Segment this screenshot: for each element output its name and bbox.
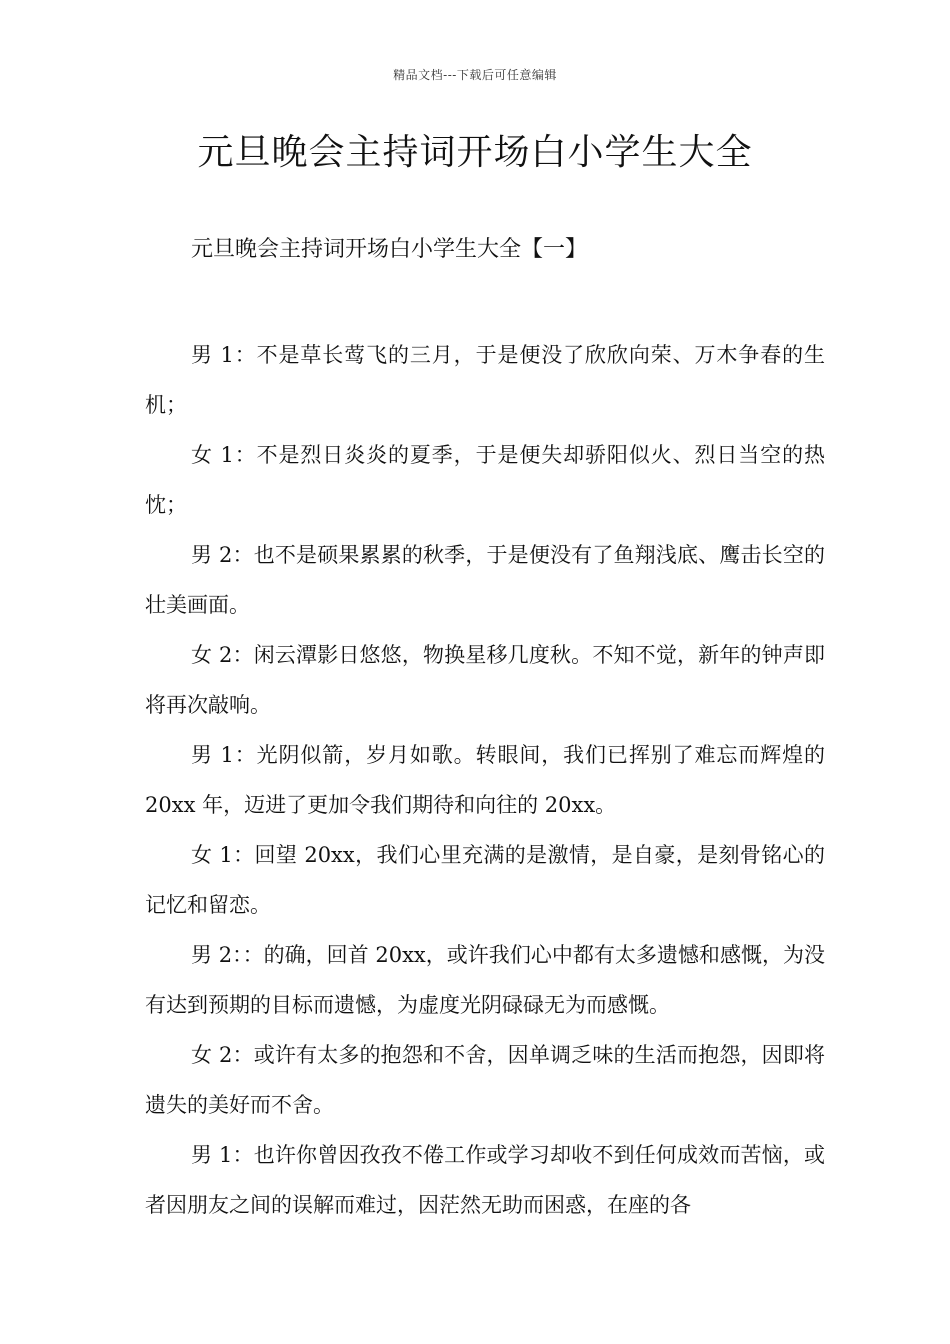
paragraph: 男 2：：的确，回首 20xx，或许我们心中都有太多遗憾和感慨，为没有达到预期的目标而遗憾，为虚度光阴碌碌无为而感慨。 bbox=[145, 943, 825, 1017]
document-body bbox=[145, 330, 825, 1230]
document-title: 元旦晚会主持词开场白小学生大全 bbox=[197, 132, 753, 173]
paragraph: 男 2：也不是硕果累累的秋季，于是便没有了鱼翔浅底、鹰击长空的壮美画面。 bbox=[145, 543, 825, 617]
paragraph: 男 1：光阴似箭，岁月如歌。转眼间，我们已挥别了难忘而辉煌的 20xx 年，迈进了更加令我们期待和向往的 20xx。 bbox=[145, 743, 825, 817]
paragraph: 女 1：回望 20xx，我们心里充满的是激情，是自豪，是刻骨铭心的记忆和留恋。 bbox=[145, 843, 825, 917]
paragraph: 女 2：闲云潭影日悠悠，物换星移几度秋。不知不觉，新年的钟声即将再次敲响。 bbox=[145, 643, 825, 717]
section-heading: 元旦晚会主持词开场白小学生大全【一】 bbox=[191, 237, 588, 262]
paragraph: 女 2：或许有太多的抱怨和不舍，因单调乏味的生活而抱怨，因即将遗失的美好而不舍。 bbox=[145, 1043, 825, 1117]
paragraph: 女 1：不是烈日炎炎的夏季，于是便失却骄阳似火、烈日当空的热忱； bbox=[145, 443, 825, 517]
paragraph: 男 1：也许你曾因孜孜不倦工作或学习却收不到任何成效而苦恼，或者因朋友之间的误解而难过，因茫然无助而困惑，在座的各 bbox=[145, 1143, 825, 1217]
paragraph: 男 1：不是草长莺飞的三月，于是便没了欣欣向荣、万木争春的生机； bbox=[145, 343, 825, 417]
header-note: 精品文档---下载后可任意编辑 bbox=[393, 68, 557, 82]
